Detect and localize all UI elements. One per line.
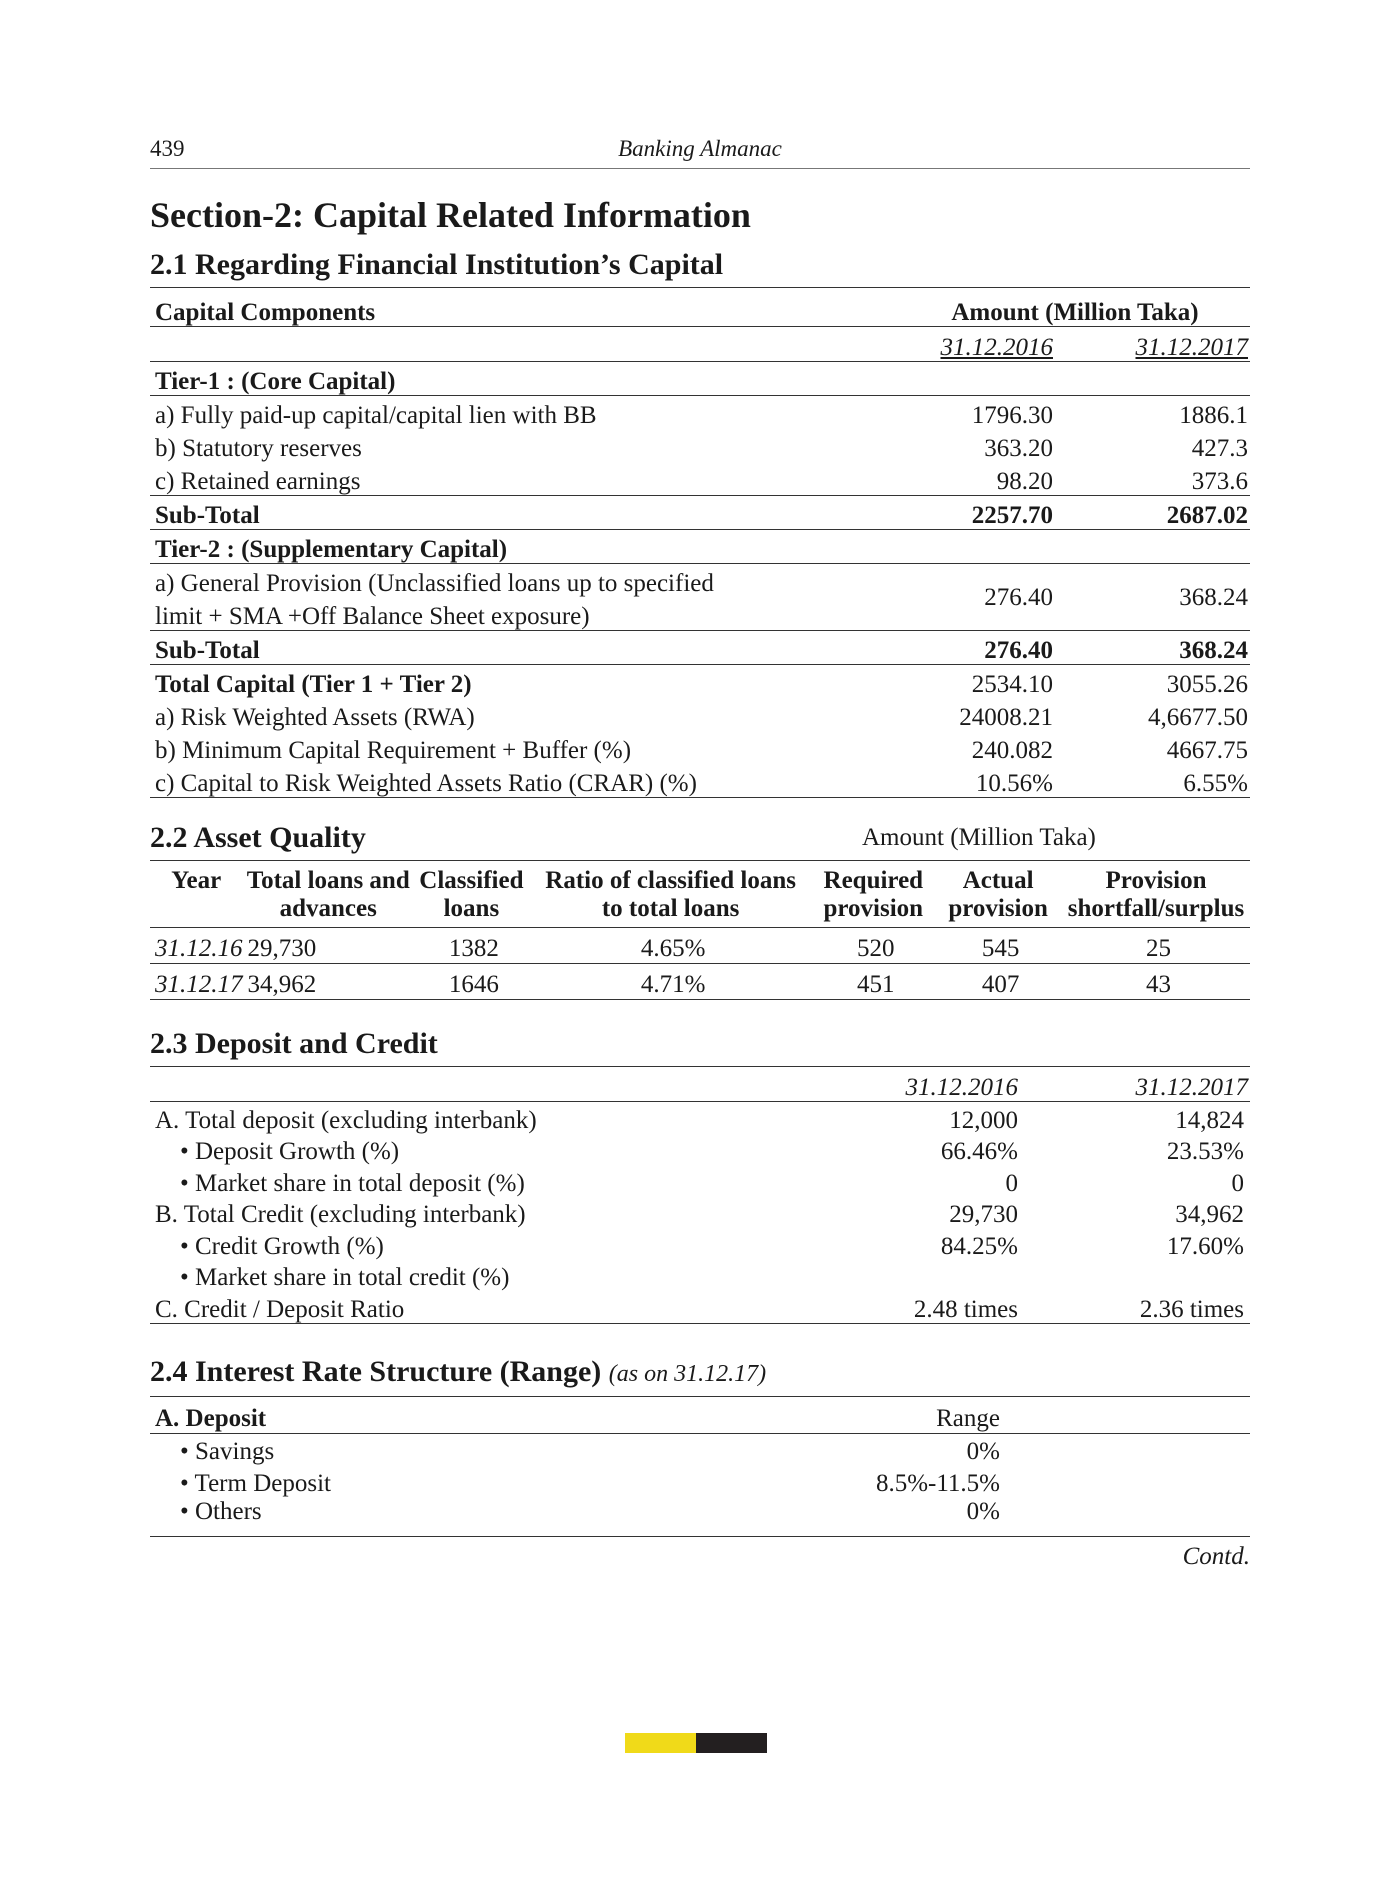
table-row (150, 564, 1250, 598)
value-2017: 34,962 (1175, 1201, 1244, 1228)
subtotal-label: Sub-Total (155, 502, 260, 529)
running-header (150, 136, 1250, 169)
loans-cell: 34,962 (247, 971, 317, 998)
ratio-cell: 4.65% (640, 935, 706, 962)
row-label: b) Statutory reserves (155, 435, 362, 462)
value-2016: 24008.21 (959, 704, 1053, 731)
table-row (150, 1498, 1250, 1537)
col-actual-provision: Actual provision (948, 867, 1048, 922)
tier2-row (150, 530, 1250, 564)
capital-date-2016: 31.12.2016 (940, 334, 1053, 361)
table-row (150, 1466, 1250, 1498)
value-2016: 276.40 (984, 583, 1053, 611)
subtotal-row (150, 496, 1250, 530)
subtotal-2017: 368.24 (1179, 637, 1248, 664)
year-cell: 31.12.17 (155, 971, 243, 998)
range-cell: 0% (966, 1437, 1000, 1465)
loans-cell: 29,730 (247, 935, 317, 962)
value-2017: 373.6 (1191, 468, 1248, 495)
value-2017: 23.53% (1166, 1138, 1244, 1165)
color-bar-yellow (625, 1733, 696, 1753)
deposit-date-2016: 31.12.2016 (905, 1074, 1018, 1101)
table-row (150, 764, 1250, 798)
row-label: • Others (180, 1497, 262, 1525)
row-label: a) Risk Weighted Assets (RWA) (155, 704, 475, 731)
value-2016: 29,730 (949, 1201, 1018, 1228)
total-capital-label: Total Capital (Tier 1 + Tier 2) (155, 671, 472, 698)
total-capital-2017: 3055.26 (1166, 671, 1248, 698)
row-label-continued: limit + SMA +Off Balance Sheet exposure) (155, 603, 590, 630)
deposit-dates-row (150, 1067, 1250, 1102)
capital-date-2017: 31.12.2017 (1135, 334, 1248, 361)
row-label: • Market share in total deposit (%) (180, 1169, 525, 1197)
col-required-provision: Required provision (823, 867, 924, 922)
value-2017 (1040, 1260, 1250, 1292)
tier2-label: Tier-2 : (Supplementary Capital) (155, 536, 508, 563)
value-2017: 4,6677.50 (1148, 704, 1248, 731)
row-label: c) Capital to Risk Weighted Assets Ratio (CRAR) (%) (155, 770, 697, 797)
interest-header-row (150, 1396, 1250, 1433)
interest-title-text: 2.4 Interest Rate Structure (Range) (150, 1354, 602, 1388)
capital-dates-row (150, 327, 1250, 362)
shortfall-cell: 25 (1146, 935, 1171, 962)
asset-amount-label: Amount (Million Taka) (862, 824, 1096, 851)
value-2017: 17.60% (1166, 1232, 1244, 1260)
value-2016: 0 (1005, 1169, 1018, 1197)
value-2016: 2.48 times (913, 1295, 1018, 1323)
ratio-cell: 4.71% (640, 971, 706, 998)
value-2017: 4667.75 (1166, 737, 1248, 764)
row-label: b) Minimum Capital Requirement + Buffer (%) (155, 737, 632, 764)
col-total-loans: Total loans and advances (246, 867, 410, 922)
page (150, 136, 1250, 1571)
table-row (150, 928, 1250, 964)
table-row (150, 1433, 1250, 1466)
table-row (150, 1291, 1250, 1323)
tier1-label: Tier-1 : (Core Capital) (155, 368, 396, 395)
interest-table (150, 1396, 1250, 1537)
value-2017: 0 (1231, 1169, 1244, 1197)
table-row (150, 964, 1250, 1000)
table-row (150, 698, 1250, 731)
value-2016: 363.20 (984, 435, 1053, 462)
range-cell: 8.5%-11.5% (875, 1469, 1000, 1497)
interest-title (150, 1354, 1250, 1392)
col-amount: Amount (Million Taka) (951, 299, 1199, 326)
asset-quality-table (150, 861, 1250, 1000)
row-label: a) General Provision (Unclassified loans up to specified (155, 570, 714, 597)
table-row (150, 396, 1250, 430)
shortfall-cell: 43 (1146, 971, 1171, 998)
deposit-credit-title: 2.3 Deposit and Credit (150, 1027, 438, 1060)
col-capital-components: Capital Components (155, 299, 376, 326)
asset-quality-header (150, 820, 1250, 861)
year-cell: 31.12.16 (155, 935, 243, 962)
subtotal-2016: 2257.70 (971, 502, 1053, 529)
value-2017: 368.24 (1179, 583, 1248, 611)
col-ratio: Ratio of classified loans to total loans (545, 867, 796, 922)
required-cell: 520 (857, 935, 895, 962)
required-cell: 451 (857, 971, 895, 998)
actual-cell: 407 (981, 971, 1020, 998)
total-capital-2016: 2534.10 (971, 671, 1053, 698)
value-2016: 98.20 (996, 468, 1053, 495)
color-bar-black (696, 1733, 767, 1753)
table-row (150, 1228, 1250, 1260)
classified-cell: 1646 (448, 971, 499, 998)
row-label: • Market share in total credit (%) (180, 1264, 510, 1291)
capital-title: 2.1 Regarding Financial Institution’s Capital (150, 248, 724, 281)
row-label: • Term Deposit (180, 1469, 331, 1497)
row-label: C. Credit / Deposit Ratio (155, 1295, 405, 1323)
value-2017: 2.36 times (1139, 1295, 1244, 1323)
value-2016: 84.25% (940, 1232, 1018, 1260)
total-capital-row (150, 665, 1250, 699)
table-row (150, 1102, 1250, 1134)
row-label: A. Total deposit (excluding interbank) (155, 1106, 537, 1134)
asset-header-row (150, 861, 1250, 928)
col-range: Range (936, 1404, 1000, 1432)
table-row (150, 1260, 1250, 1292)
table-row (150, 731, 1250, 764)
value-2017: 14,824 (1175, 1106, 1244, 1134)
value-2016: 10.56% (975, 770, 1053, 797)
value-2016: 12,000 (949, 1106, 1018, 1134)
col-provision-shortfall: Provision shortfall/surplus (1067, 867, 1245, 922)
subtotal-2016: 276.40 (984, 637, 1053, 664)
value-2016: 240.082 (971, 737, 1053, 764)
table-row (150, 429, 1250, 462)
value-2017: 427.3 (1191, 435, 1248, 462)
table-row (150, 1165, 1250, 1197)
capital-header-row (150, 288, 1250, 327)
tier1-row (150, 362, 1250, 396)
subtotal-2017: 2687.02 (1166, 502, 1248, 529)
running-title: Banking Almanac (618, 136, 782, 161)
table-row (150, 1197, 1250, 1229)
value-2016 (840, 1260, 1040, 1292)
table-row (150, 462, 1250, 496)
value-2017: 1886.1 (1179, 402, 1248, 429)
col-year: Year (171, 867, 222, 894)
capital-table (150, 287, 1250, 798)
interest-note: (as on 31.12.17) (608, 1360, 767, 1387)
actual-cell: 545 (981, 935, 1020, 962)
subtotal-row (150, 631, 1250, 665)
row-label: B. Total Credit (excluding interbank) (155, 1201, 526, 1228)
table-row (150, 1134, 1250, 1166)
continued-note: Contd. (1182, 1542, 1250, 1570)
deposit-date-2017: 31.12.2017 (1135, 1074, 1248, 1101)
value-2017: 6.55% (1183, 770, 1248, 797)
deposit-credit-table (150, 1066, 1250, 1324)
row-label: • Savings (180, 1437, 275, 1465)
col-classified-loans: Classified loans (419, 867, 524, 922)
row-label: a) Fully paid-up capital/capital lien with BB (155, 402, 597, 429)
page-number: 439 (150, 136, 185, 161)
subtotal-label: Sub-Total (155, 637, 260, 664)
row-label: • Deposit Growth (%) (180, 1138, 400, 1165)
value-2016: 1796.30 (971, 402, 1053, 429)
value-2016: 66.46% (940, 1138, 1018, 1165)
row-label: c) Retained earnings (155, 468, 361, 495)
row-label: • Credit Growth (%) (180, 1232, 384, 1260)
color-bar (625, 1733, 767, 1753)
col-deposit: A. Deposit (155, 1404, 267, 1432)
section-title: Section-2: Capital Related Information (150, 195, 751, 235)
range-cell: 0% (966, 1497, 1000, 1525)
classified-cell: 1382 (448, 935, 499, 962)
asset-quality-title: 2.2 Asset Quality (150, 821, 366, 854)
